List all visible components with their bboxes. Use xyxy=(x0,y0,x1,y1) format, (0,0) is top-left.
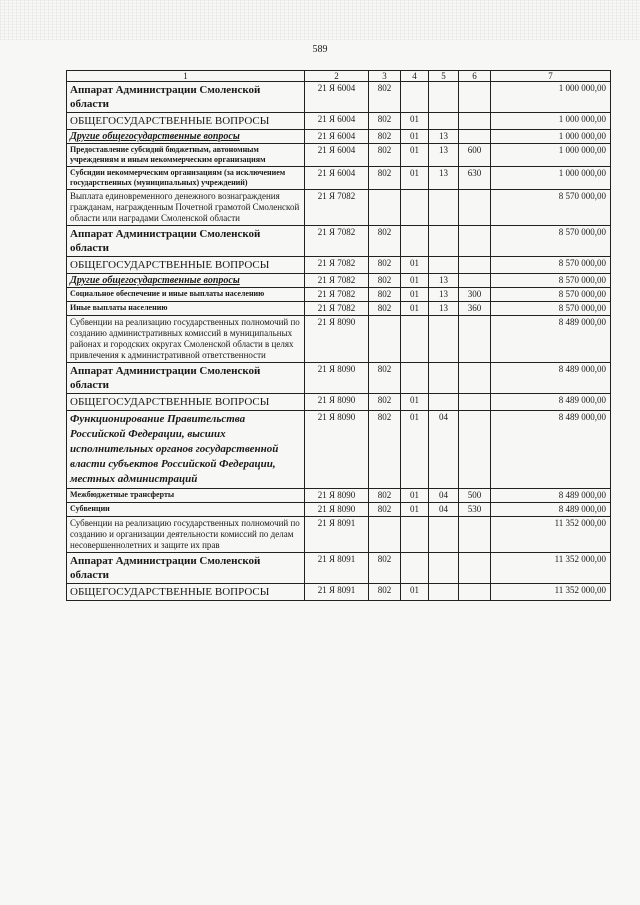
ministry-code: 802 xyxy=(369,226,401,257)
ministry-code: 802 xyxy=(369,144,401,167)
row-name: Субвенции на реализацию государственных полномочий по созданию и организации деятельности комиссий по делам несовершеннолетних и защите их прав xyxy=(67,517,305,553)
target-code: 21 Я 8090 xyxy=(305,503,369,517)
ministry-code: 802 xyxy=(369,130,401,144)
amount: 8 489 000,00 xyxy=(491,316,611,363)
section-code: 01 xyxy=(401,144,429,167)
subsection-code: 13 xyxy=(429,288,459,302)
budget-table xyxy=(66,70,611,601)
table-row xyxy=(67,144,611,167)
section-code: 01 xyxy=(401,113,429,130)
table-row xyxy=(67,113,611,130)
expense-type-code: 500 xyxy=(459,489,491,503)
col-header: 3 xyxy=(369,71,401,82)
subsection-code xyxy=(429,257,459,274)
section-code xyxy=(401,553,429,584)
subsection-code xyxy=(429,190,459,226)
row-name: Предоставление субсидий бюджетным, автономным учреждениям и иным некоммерческим организациям xyxy=(67,144,305,167)
target-code: 21 Я 6004 xyxy=(305,82,369,113)
row-name: Выплата единовременного денежного вознаграждения гражданам, награжденным Почетной грамотой Смоленской области или наградами Смоленской области xyxy=(67,190,305,226)
row-name: ОБЩЕГОСУДАРСТВЕННЫЕ ВОПРОСЫ xyxy=(67,257,305,274)
section-code xyxy=(401,316,429,363)
section-code: 01 xyxy=(401,288,429,302)
target-code: 21 Я 8091 xyxy=(305,584,369,601)
subsection-code xyxy=(429,113,459,130)
target-code: 21 Я 8090 xyxy=(305,411,369,489)
row-name: Межбюджетные трансферты xyxy=(67,489,305,503)
subsection-code: 13 xyxy=(429,144,459,167)
amount: 8 489 000,00 xyxy=(491,503,611,517)
amount: 11 352 000,00 xyxy=(491,584,611,601)
expense-type-code: 530 xyxy=(459,503,491,517)
amount: 8 489 000,00 xyxy=(491,363,611,394)
expense-type-code xyxy=(459,517,491,553)
table-row xyxy=(67,257,611,274)
row-name: Социальное обеспечение и иные выплаты населению xyxy=(67,288,305,302)
amount: 1 000 000,00 xyxy=(491,82,611,113)
ministry-code xyxy=(369,190,401,226)
section-code xyxy=(401,517,429,553)
amount: 8 570 000,00 xyxy=(491,288,611,302)
ministry-code: 802 xyxy=(369,503,401,517)
col-header: 7 xyxy=(491,71,611,82)
expense-type-code: 360 xyxy=(459,302,491,316)
ministry-code: 802 xyxy=(369,394,401,411)
row-name: Другие общегосударственные вопросы xyxy=(67,274,305,288)
subsection-code: 13 xyxy=(429,130,459,144)
ministry-code: 802 xyxy=(369,302,401,316)
amount: 1 000 000,00 xyxy=(491,167,611,190)
table-row xyxy=(67,226,611,257)
ministry-code: 802 xyxy=(369,288,401,302)
amount: 8 489 000,00 xyxy=(491,489,611,503)
target-code: 21 Я 8090 xyxy=(305,316,369,363)
ministry-code xyxy=(369,517,401,553)
expense-type-code xyxy=(459,584,491,601)
row-name: Иные выплаты населению xyxy=(67,302,305,316)
target-code: 21 Я 7082 xyxy=(305,302,369,316)
row-name: Аппарат Администрации Смоленской области xyxy=(67,82,305,113)
target-code: 21 Я 8090 xyxy=(305,363,369,394)
ministry-code: 802 xyxy=(369,411,401,489)
amount: 1 000 000,00 xyxy=(491,144,611,167)
target-code: 21 Я 7082 xyxy=(305,226,369,257)
page-number: 589 xyxy=(312,44,328,55)
expense-type-code xyxy=(459,257,491,274)
expense-type-code: 300 xyxy=(459,288,491,302)
amount: 8 489 000,00 xyxy=(491,411,611,489)
table-row xyxy=(67,302,611,316)
subsection-code: 04 xyxy=(429,411,459,489)
amount: 8 570 000,00 xyxy=(491,302,611,316)
section-code xyxy=(401,226,429,257)
target-code: 21 Я 6004 xyxy=(305,144,369,167)
expense-type-code xyxy=(459,411,491,489)
amount: 1 000 000,00 xyxy=(491,113,611,130)
amount: 8 489 000,00 xyxy=(491,394,611,411)
section-code: 01 xyxy=(401,489,429,503)
table-row xyxy=(67,363,611,394)
amount: 8 570 000,00 xyxy=(491,226,611,257)
section-code: 01 xyxy=(401,302,429,316)
target-code: 21 Я 7082 xyxy=(305,257,369,274)
ministry-code: 802 xyxy=(369,363,401,394)
table-row xyxy=(67,503,611,517)
target-code: 21 Я 8091 xyxy=(305,517,369,553)
target-code: 21 Я 8090 xyxy=(305,394,369,411)
table-row xyxy=(67,394,611,411)
ministry-code: 802 xyxy=(369,257,401,274)
section-code: 01 xyxy=(401,584,429,601)
target-code: 21 Я 8091 xyxy=(305,553,369,584)
ministry-code: 802 xyxy=(369,553,401,584)
ministry-code: 802 xyxy=(369,584,401,601)
header-row xyxy=(67,71,611,82)
table-row xyxy=(67,167,611,190)
target-code: 21 Я 6004 xyxy=(305,167,369,190)
row-name: ОБЩЕГОСУДАРСТВЕННЫЕ ВОПРОСЫ xyxy=(67,394,305,411)
scan-noise xyxy=(0,0,640,40)
col-header: 4 xyxy=(401,71,429,82)
section-code: 01 xyxy=(401,167,429,190)
section-code: 01 xyxy=(401,130,429,144)
subsection-code xyxy=(429,584,459,601)
section-code xyxy=(401,363,429,394)
table-row xyxy=(67,584,611,601)
amount: 11 352 000,00 xyxy=(491,553,611,584)
expense-type-code: 630 xyxy=(459,167,491,190)
expense-type-code xyxy=(459,316,491,363)
table-row xyxy=(67,489,611,503)
expense-type-code xyxy=(459,113,491,130)
target-code: 21 Я 6004 xyxy=(305,113,369,130)
section-code: 01 xyxy=(401,394,429,411)
table-row xyxy=(67,274,611,288)
section-code xyxy=(401,82,429,113)
subsection-code: 13 xyxy=(429,167,459,190)
row-name: Субвенции на реализацию государственных полномочий по созданию административных комиссий в муниципальных районах и городских округах Смоленской области в целях привлечения к административной ответственности xyxy=(67,316,305,363)
section-code xyxy=(401,190,429,226)
subsection-code xyxy=(429,316,459,363)
expense-type-code xyxy=(459,394,491,411)
expense-type-code xyxy=(459,274,491,288)
subsection-code xyxy=(429,226,459,257)
section-code: 01 xyxy=(401,274,429,288)
row-name: Субсидии некоммерческим организациям (за исключением государственных (муниципальных) учреждений) xyxy=(67,167,305,190)
ministry-code: 802 xyxy=(369,274,401,288)
row-name: Аппарат Администрации Смоленской области xyxy=(67,553,305,584)
row-name: Субвенции xyxy=(67,503,305,517)
col-header: 5 xyxy=(429,71,459,82)
ministry-code: 802 xyxy=(369,82,401,113)
col-header: 1 xyxy=(67,71,305,82)
row-name: ОБЩЕГОСУДАРСТВЕННЫЕ ВОПРОСЫ xyxy=(67,584,305,601)
amount: 11 352 000,00 xyxy=(491,517,611,553)
expense-type-code xyxy=(459,363,491,394)
target-code: 21 Я 7082 xyxy=(305,288,369,302)
target-code: 21 Я 8090 xyxy=(305,489,369,503)
table-row xyxy=(67,130,611,144)
section-code: 01 xyxy=(401,411,429,489)
expense-type-code xyxy=(459,190,491,226)
table-row xyxy=(67,190,611,226)
subsection-code: 13 xyxy=(429,274,459,288)
table-row xyxy=(67,316,611,363)
table-row xyxy=(67,288,611,302)
table-row xyxy=(67,517,611,553)
expense-type-code xyxy=(459,130,491,144)
col-header: 2 xyxy=(305,71,369,82)
subsection-code xyxy=(429,82,459,113)
subsection-code: 13 xyxy=(429,302,459,316)
row-name: ОБЩЕГОСУДАРСТВЕННЫЕ ВОПРОСЫ xyxy=(67,113,305,130)
ministry-code: 802 xyxy=(369,489,401,503)
ministry-code: 802 xyxy=(369,113,401,130)
subsection-code xyxy=(429,553,459,584)
ministry-code xyxy=(369,316,401,363)
expense-type-code xyxy=(459,553,491,584)
expense-type-code xyxy=(459,226,491,257)
target-code: 21 Я 7082 xyxy=(305,190,369,226)
ministry-code: 802 xyxy=(369,167,401,190)
subsection-code: 04 xyxy=(429,503,459,517)
expense-type-code: 600 xyxy=(459,144,491,167)
subsection-code xyxy=(429,394,459,411)
table-row xyxy=(67,553,611,584)
table-row xyxy=(67,411,611,489)
amount: 1 000 000,00 xyxy=(491,130,611,144)
col-header: 6 xyxy=(459,71,491,82)
subsection-code xyxy=(429,363,459,394)
amount: 8 570 000,00 xyxy=(491,274,611,288)
target-code: 21 Я 6004 xyxy=(305,130,369,144)
section-code: 01 xyxy=(401,257,429,274)
row-name: Аппарат Администрации Смоленской области xyxy=(67,226,305,257)
target-code: 21 Я 7082 xyxy=(305,274,369,288)
row-name: Аппарат Администрации Смоленской области xyxy=(67,363,305,394)
amount: 8 570 000,00 xyxy=(491,190,611,226)
amount: 8 570 000,00 xyxy=(491,257,611,274)
row-name: Функционирование Правительства Российской Федерации, высших исполнительных органов государственной власти субъектов Российской Федерации, местных администраций xyxy=(67,411,305,489)
row-name: Другие общегосударственные вопросы xyxy=(67,130,305,144)
section-code: 01 xyxy=(401,503,429,517)
table-row xyxy=(67,82,611,113)
subsection-code: 04 xyxy=(429,489,459,503)
expense-type-code xyxy=(459,82,491,113)
subsection-code xyxy=(429,517,459,553)
